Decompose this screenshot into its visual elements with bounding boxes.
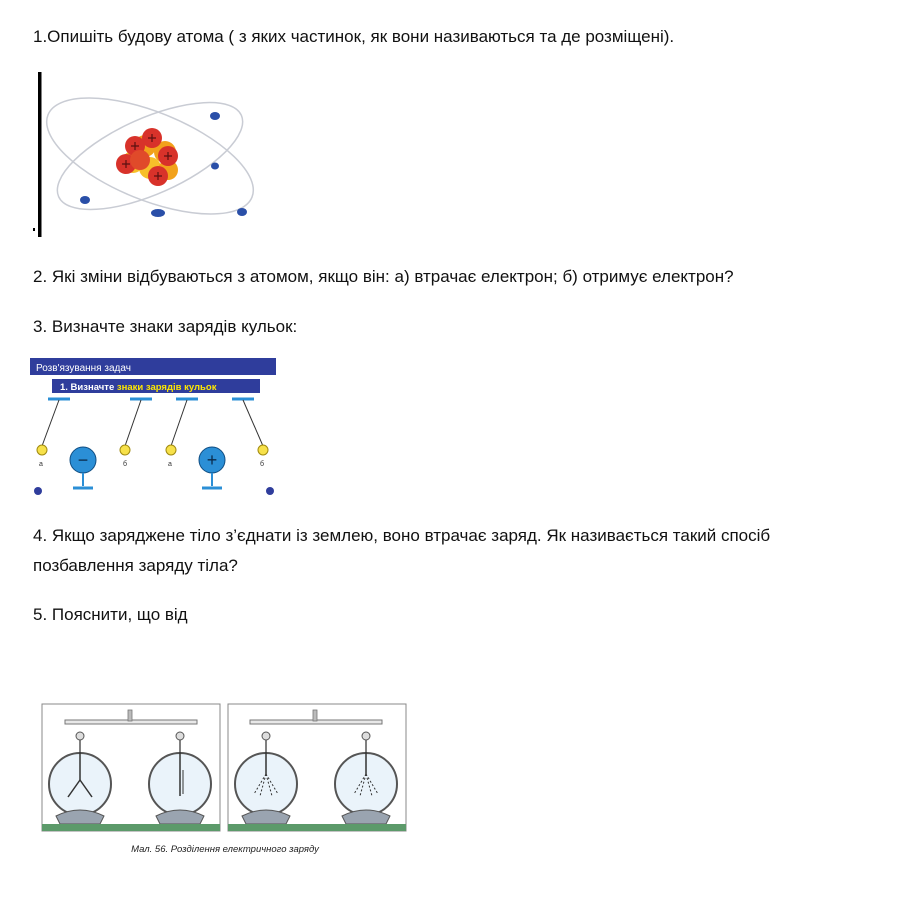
positive-charge-icon [199, 447, 225, 488]
ball-label-b-2: б [260, 461, 265, 468]
ball-label-a: а [39, 461, 43, 468]
nav-dot-left [34, 487, 42, 495]
nucleus-icon [116, 128, 178, 186]
electron-orbits [32, 74, 269, 238]
threads [42, 400, 263, 446]
question-5: 5. Пояснити, що від [33, 605, 188, 624]
electroscope-panel-right [228, 704, 406, 831]
question-4 [33, 521, 893, 581]
question-4-line1: 4. Якщо заряджене тіло з’єднати із землею, воно втрачає заряд. Як називається такий спосіб [33, 526, 771, 545]
electroscope-figure [40, 700, 410, 860]
electroscope-panel-left [42, 704, 220, 831]
svg-text:−: − [77, 450, 89, 470]
negative-charge-icon [70, 447, 96, 488]
svg-text:+: + [206, 450, 218, 470]
question-1: 1.Опишіть будову атома ( з яких частинок, як вони називаються та де розміщені). [33, 27, 675, 46]
nav-dot-right [266, 487, 274, 495]
figure-caption: Мал. 56. Розділення електричного заряду [131, 844, 319, 855]
charged-balls-figure [30, 358, 280, 503]
task-text: 1. Визначте знаки зарядів кульок [60, 382, 217, 393]
margin-bar [38, 72, 42, 237]
ball-label-b: б [123, 461, 128, 468]
question-4-line2: позбавлення заряду тіла? [33, 556, 238, 575]
ball-label-a-2: а [168, 461, 172, 468]
atom-illustration [30, 68, 270, 240]
figure-header: Розв'язування задач [36, 363, 131, 374]
question-3: 3. Визначте знаки зарядів кульок: [33, 317, 298, 336]
question-2: 2. Які зміни відбуваються з атомом, якщо він: а) втрачає електрон; б) отримує електрон? [33, 267, 734, 286]
